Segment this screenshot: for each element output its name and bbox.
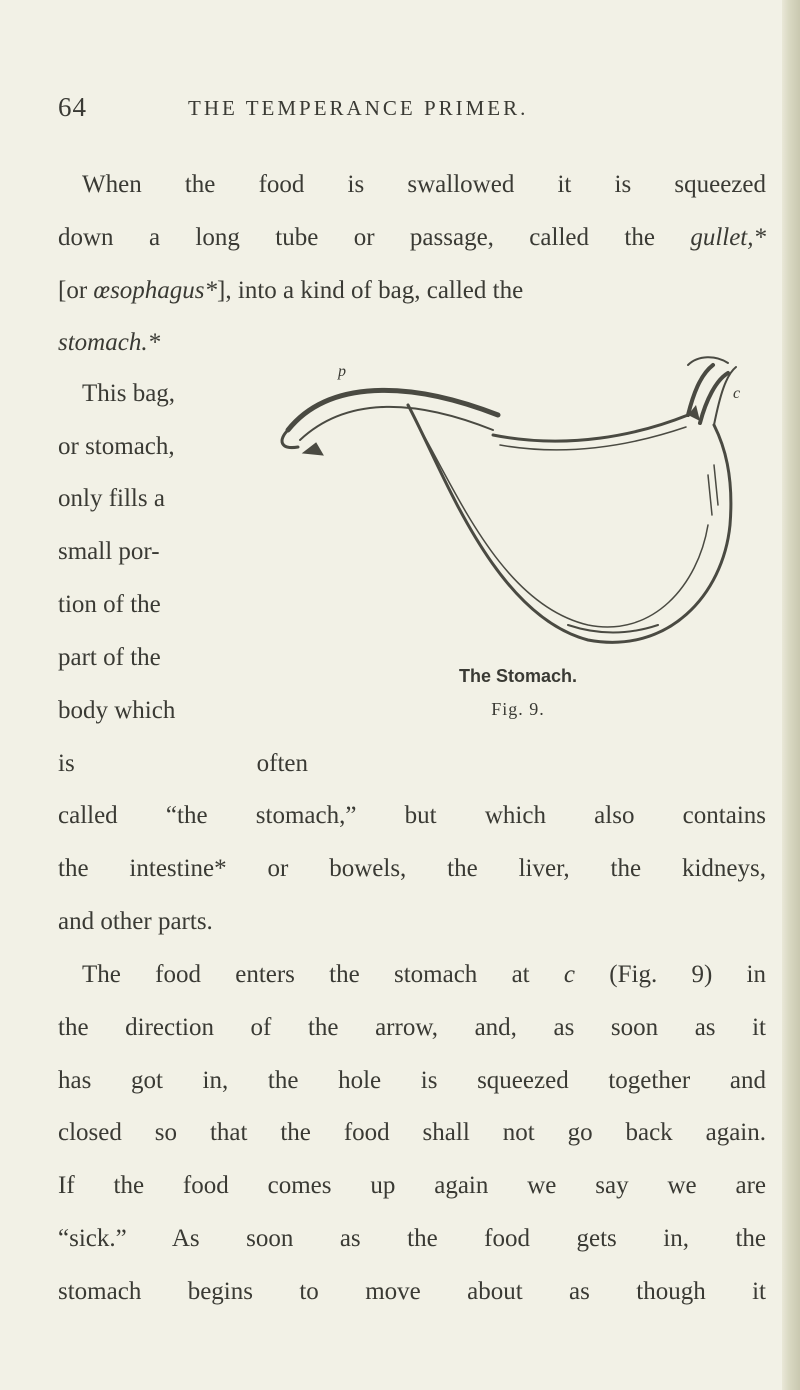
text-line: closed so that the food shall not go back again. [58, 1119, 766, 1146]
wrap-line: only fills a [58, 485, 165, 512]
running-head: THE TEMPERANCE PRIMER. [188, 96, 529, 120]
label-p: p [338, 363, 346, 380]
text-line: down a long tube or passage, called the gullet,* [58, 224, 766, 251]
wrap-line: tion of the [58, 591, 161, 618]
text-line: When the food is swallowed it is squeezed [82, 171, 766, 198]
term-stomach: stomach.* [58, 329, 161, 356]
figure-caption-number: Fig. 9. [491, 699, 545, 719]
label-c: c [733, 385, 741, 402]
text-line: The food enters the stomach at c (Fig. 9) in [82, 961, 766, 988]
text-line: [or œsophagus*], into a kind of bag, called the [58, 277, 524, 304]
text-line: called “the stomach,” but which also contains [58, 802, 766, 829]
text-line: has got in, the hole is squeezed together and [58, 1067, 766, 1094]
figure-caption-title: The Stomach. [458, 666, 578, 686]
term-oesophagus: œsophagus* [93, 277, 218, 304]
wrap-line: body which [58, 697, 176, 724]
page-edge [782, 0, 800, 1390]
page-number: 64 [58, 92, 87, 122]
stomach-figure [268, 355, 748, 735]
text-line: stomach begins to move about as though it [58, 1278, 766, 1305]
wrap-line: This bag, [82, 380, 176, 407]
stomach-illustration [268, 355, 748, 665]
wrap-line: small por- [58, 538, 160, 565]
text-line: “sick.” As soon as the food gets in, the [58, 1225, 766, 1252]
wrap-line: or stomach, [58, 433, 175, 460]
term-c: c [563, 961, 575, 988]
text-line: and other parts. [58, 908, 213, 935]
wrap-line: part of the [58, 644, 161, 671]
text-line [58, 328, 766, 358]
text-line: If the food comes up again we say we are [58, 1172, 766, 1199]
term-gullet: gullet,* [690, 224, 766, 251]
wrap-line: is often [58, 750, 308, 777]
text-line: the direction of the arrow, and, as soon as it [58, 1014, 766, 1041]
page-header [58, 92, 758, 132]
text-line: the intestine* or bowels, the liver, the kidneys, [58, 855, 766, 882]
